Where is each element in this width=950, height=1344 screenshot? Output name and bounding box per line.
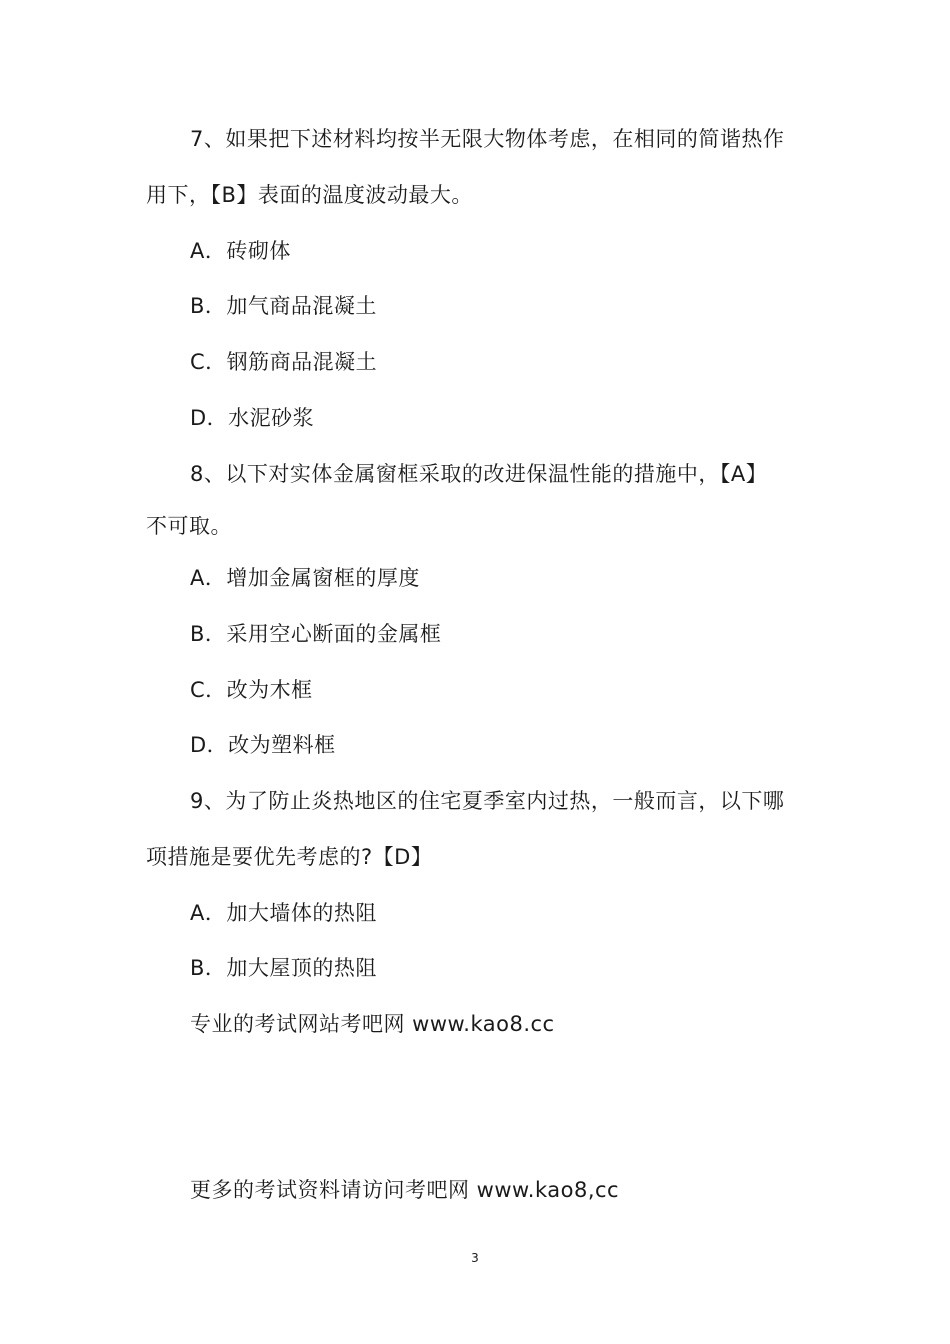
question-7-option-a: A．砖砌体 xyxy=(190,239,291,263)
question-7-line-2: 用下，【B】表面的温度波动最大。 xyxy=(146,183,473,207)
promo-text-2: 更多的考试资料请访问考吧网 www.kao8,cc xyxy=(190,1178,620,1202)
promo-text-1: 专业的考试网站考吧网 www.kao8.cc xyxy=(190,1012,555,1036)
question-8-line-1: 8、以下对实体金属窗框采取的改进保温性能的措施中，【A】 xyxy=(190,462,768,486)
question-9-line-1: 9、为了防止炎热地区的住宅夏季室内过热，一般而言，以下哪 xyxy=(190,789,785,813)
page-number: 3 xyxy=(471,1251,479,1265)
question-9-option-a: A．加大墙体的热阻 xyxy=(190,901,377,925)
question-7-line-1: 7、如果把下述材料均按半无限大物体考虑，在相同的简谐热作 xyxy=(190,127,785,151)
question-7-option-b: B．加气商品混凝土 xyxy=(190,294,377,318)
question-8-option-b: B．采用空心断面的金属框 xyxy=(190,622,442,646)
question-9-line-2: 项措施是要优先考虑的?【D】 xyxy=(146,845,433,869)
question-7-option-c: C．钢筋商品混凝土 xyxy=(190,350,378,374)
question-7-option-d: D．水泥砂浆 xyxy=(190,406,315,430)
question-9-option-b: B．加大屋顶的热阻 xyxy=(190,956,377,980)
question-8-option-a: A．增加金属窗框的厚度 xyxy=(190,566,420,590)
question-8-option-c: C．改为木框 xyxy=(190,678,313,702)
question-8-line-2: 不可取。 xyxy=(146,514,232,538)
question-8-option-d: D．改为塑料框 xyxy=(190,733,336,757)
